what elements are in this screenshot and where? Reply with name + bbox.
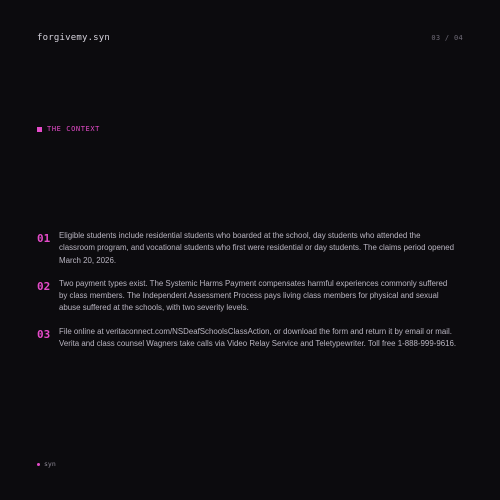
- section-label: [37, 125, 100, 133]
- list-item: [37, 326, 457, 351]
- item-text: File online at veritaconnect.com/NSDeafSchoolsClassAction, or download the form and return it by email or mail. Verita and class counsel Wagners take calls via Video Relay Service and Teletypewriter. Toll free 1-888-999-9616.: [59, 326, 457, 349]
- item-text: Two payment types exist. The Systemic Harms Payment compensates harmful experiences commonly suffered by class members. The Independent Assessment Process pays living class members for physical and sexual abuse suffered at the schools, with two severity levels.: [59, 278, 448, 313]
- list-item: [37, 278, 457, 315]
- item-number: 01: [37, 232, 51, 245]
- brand-name: forgivemy.syn: [37, 33, 111, 43]
- item-text: Eligible students include residential students who boarded at the school, day students who attended the classroom program, and vocational students who first were residential or day students. The claims period opened March 20, 2026.: [59, 231, 455, 265]
- page-counter: 03 / 04: [431, 34, 463, 42]
- footer: [37, 460, 56, 468]
- item-number: 03: [37, 327, 51, 341]
- context-list: [37, 230, 457, 361]
- list-item: [37, 230, 457, 267]
- dot-icon: [37, 463, 40, 466]
- square-marker-icon: [37, 127, 42, 132]
- item-number: 02: [37, 279, 51, 293]
- section-title: THE CONTEXT: [47, 125, 100, 133]
- footer-label: syn: [44, 460, 56, 468]
